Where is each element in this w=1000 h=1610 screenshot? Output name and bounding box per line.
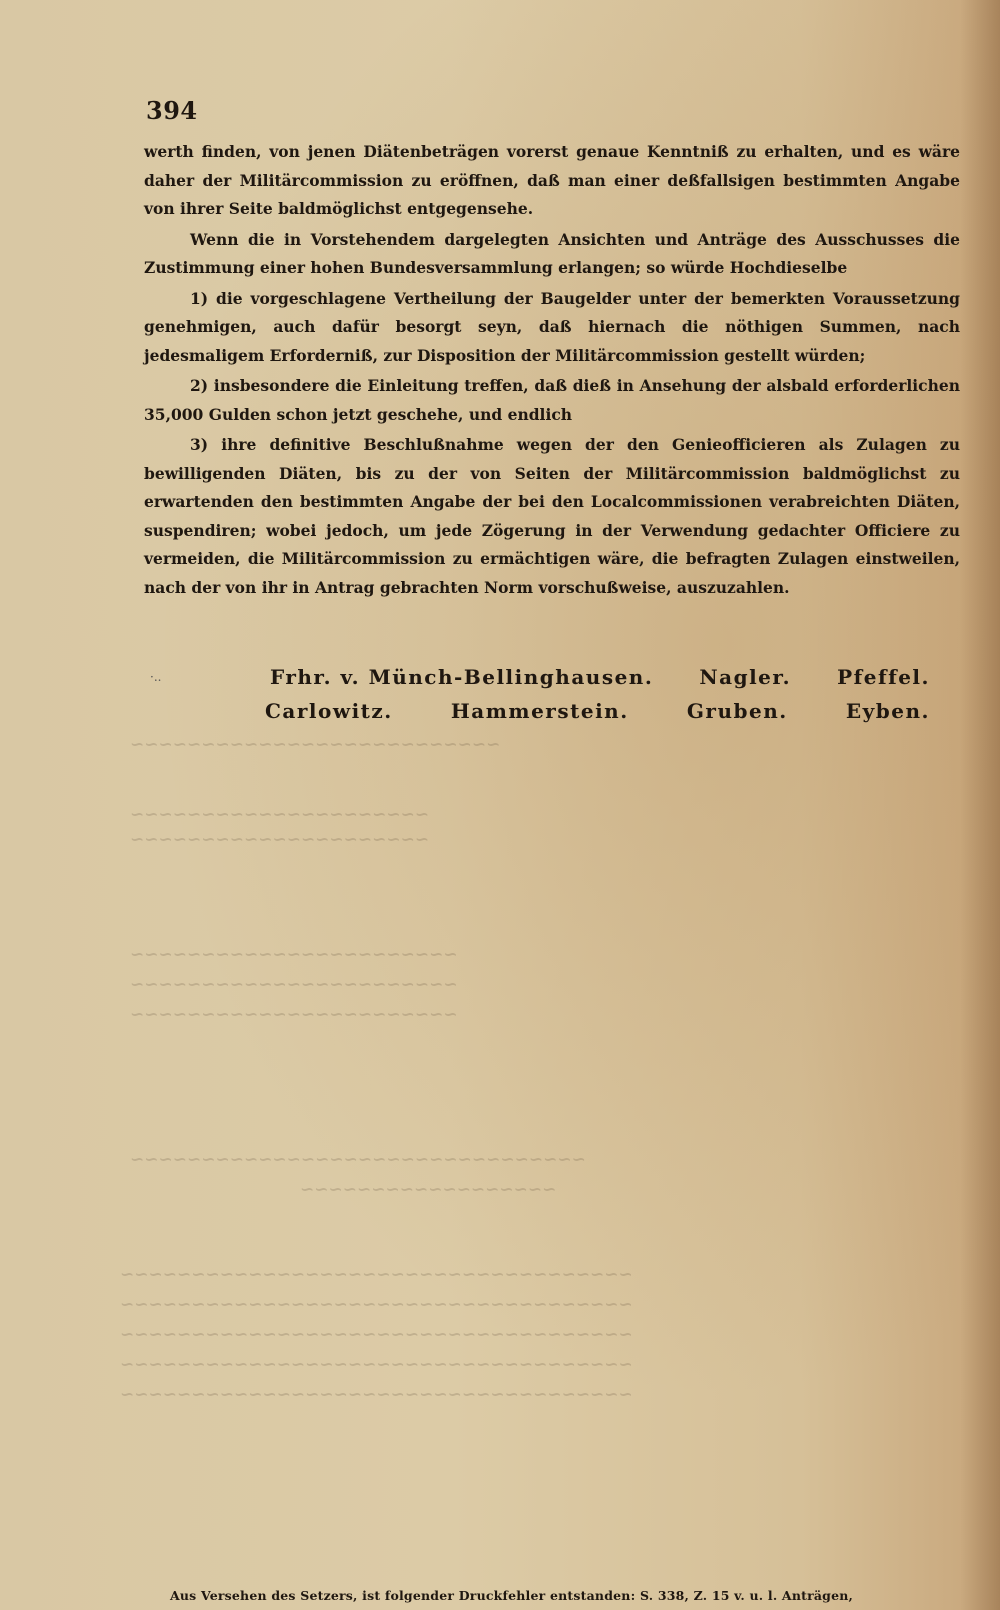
paragraph-continuation: werth finden, von jenen Diätenbeträgen vorerst genaue Kenntniß zu erhalten, und es wäre daher der Militärcommission zu eröffnen, daß man einer deßfallsigen bestimmten Angabe von ihrer Seite baldmöglichst entgegensehe.: [144, 142, 960, 218]
paragraph-item-2: 2) insbesondere die Einleitung treffen, daß dieß in Ansehung der alsbald erforderlichen 35,000 Gulden schon jetzt geschehe, und endlich: [144, 376, 960, 424]
signature-name: Gruben.: [686, 699, 788, 723]
signature-name: Carlowitz.: [265, 699, 393, 723]
ornament-dots: ·..: [150, 670, 162, 684]
signature-name: Pfeffel.: [837, 665, 930, 689]
signature-name: Hammerstein.: [450, 699, 629, 723]
paragraph-proposal-intro: Wenn die in Vorstehendem dargelegten Ansichten und Anträge des Ausschusses die Zustimmung einer hohen Bundesversammlung erlangen; so würde Hochdieselbe: [144, 229, 960, 277]
erratum-footnote: Aus Versehen des Setzers, ist folgender Druckfehler entstanden: S. 338, Z. 15 v. u. l. Anträgen,: [170, 1588, 854, 1603]
bleed-through-line: ~~~~~~~~~~~~~~~~~~~~~: [130, 805, 430, 825]
bleed-through-line: ~~~~~~~~~~~~~~~~~~~~~~~~~~~~~~~~~~~~: [120, 1355, 633, 1375]
bleed-through-line: ~~~~~~~~~~~~~~~~~~~~~: [130, 830, 430, 850]
signature-block: [265, 660, 930, 728]
bleed-through-line: ~~~~~~~~~~~~~~~~~~~~~~~: [130, 945, 458, 965]
signature-name: Frhr. v. Münch-Bellinghausen.: [270, 665, 654, 689]
paragraph-item-3: 3) ihre definitive Beschlußnahme wegen der den Genieofficieren als Zulagen zu bewilligenden Diäten, bis zu der von Seiten der Militärcommission baldmöglichst zu erwartenden den bestimmten Angabe der bei den Localcommissionen verabreichten Diäten, suspendiren; wobei jedoch, um jede Zögerung in der Verwendung gedachter Officiere zu vermeiden, die Militärcommission zu ermächtigen wäre, die befragten Zulagen einstweilen, nach der von ihr in Antrag gebrachten Norm vorschußweise, auszuzahlen.: [144, 435, 960, 597]
signature-row: [270, 660, 930, 694]
bleed-through-line: ~~~~~~~~~~~~~~~~~~~~~~~~~~~~~~~~~~~~: [120, 1265, 633, 1285]
bleed-through-line: ~~~~~~~~~~~~~~~~~~: [300, 1180, 557, 1200]
body-text: [144, 138, 960, 604]
bleed-through-line: ~~~~~~~~~~~~~~~~~~~~~~~~~~~~~~~~~~~~: [120, 1385, 633, 1405]
bleed-through-line: ~~~~~~~~~~~~~~~~~~~~~~~: [130, 975, 458, 995]
bleed-through-line: ~~~~~~~~~~~~~~~~~~~~~~~~~~: [130, 735, 501, 755]
signature-name: Eyben.: [845, 699, 930, 723]
bleed-through-line: ~~~~~~~~~~~~~~~~~~~~~~~~~~~~~~~~: [130, 1150, 586, 1170]
bleed-through-line: ~~~~~~~~~~~~~~~~~~~~~~~~~~~~~~~~~~~~: [120, 1295, 633, 1315]
page-edge-shadow: [960, 0, 1000, 1610]
bleed-through-line: ~~~~~~~~~~~~~~~~~~~~~~~: [130, 1005, 458, 1025]
page-number: 394: [146, 96, 198, 125]
signature-row: [265, 694, 930, 728]
signature-name: Nagler.: [699, 665, 792, 689]
bleed-through-line: ~~~~~~~~~~~~~~~~~~~~~~~~~~~~~~~~~~~~: [120, 1325, 633, 1345]
paragraph-item-1: 1) die vorgeschlagene Vertheilung der Baugelder unter der bemerkten Voraussetzung genehmigen, auch dafür besorgt seyn, daß hiernach die nöthigen Summen, nach jedesmaligem Erforderniß, zur Disposition der Militärcommission gestellt würden;: [144, 288, 960, 365]
